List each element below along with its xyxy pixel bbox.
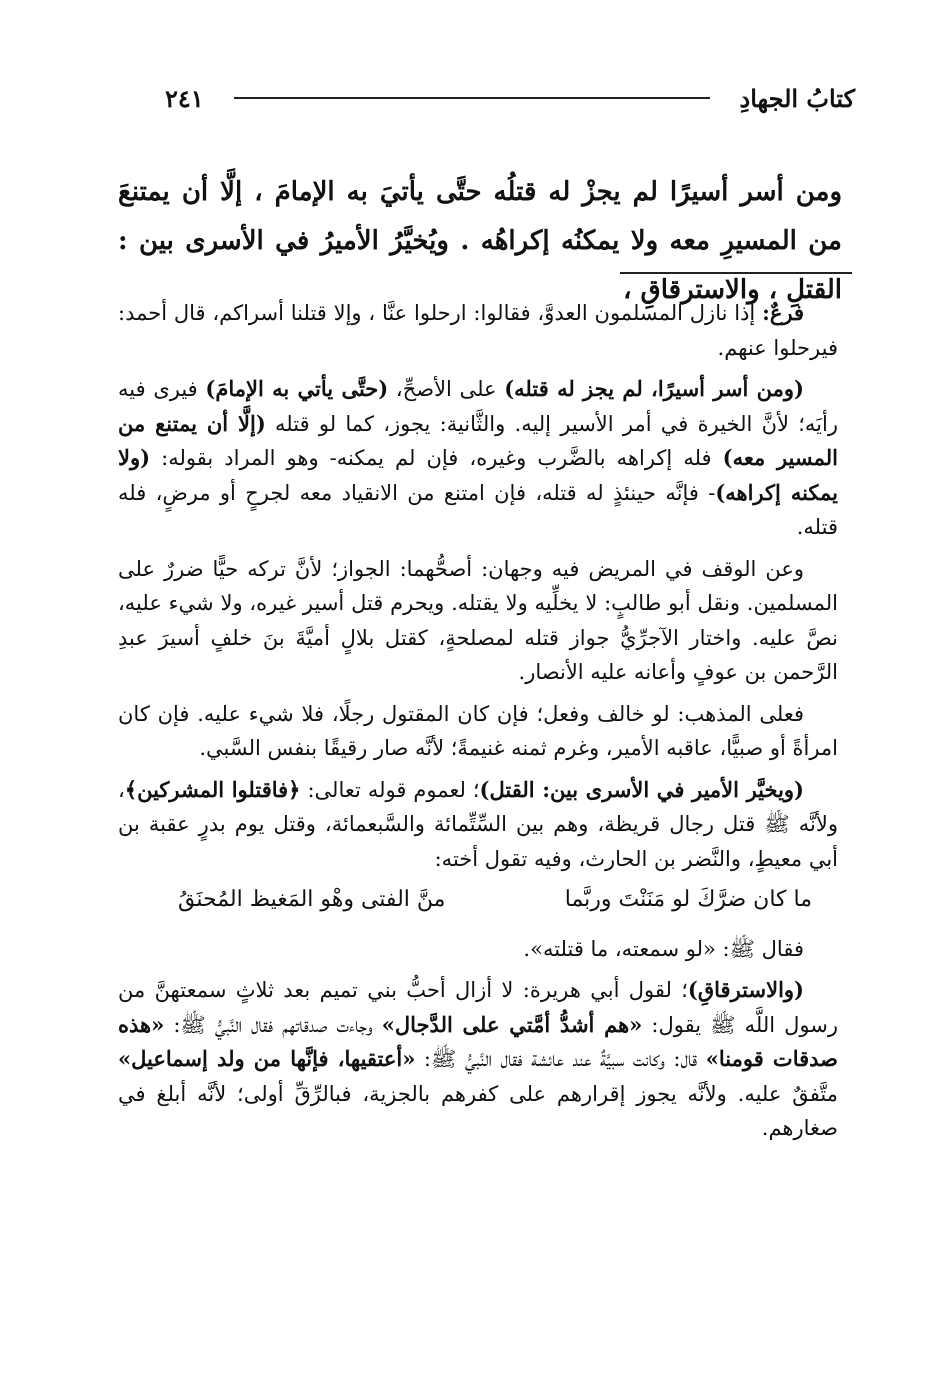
matn-quote: (ومن أسر أسيرًا، لم يجز له قتله)	[504, 376, 804, 401]
matn-quote: (والاسترقاقِ)	[687, 977, 804, 1002]
page-number: ٢٤١	[165, 83, 204, 113]
paragraph-text: على الأصحِّ،	[388, 377, 505, 401]
paragraph-far	[118, 296, 838, 365]
verse-second-hemistich: منَّ الفتى وهْو المَغيظ المُحنَقُ	[178, 887, 446, 912]
paragraph-madhhab: فعلى المذهب: لو خالف وفعل؛ فإن كان المقتول رجلًا، فلا شيء عليه. فإن كان امرأةً أو صبيًّا، عاقبه الأمير، وغرم ثمنه غنيمةً؛ لأنَّه صار رقيقًا بنفس السَّبي.	[118, 701, 838, 760]
matn-quote: (ولا يمكنه إكراهه)	[118, 445, 838, 505]
hadith-quote: «أعتقيها، فإنَّها من ولد إسماعيل»	[118, 1046, 416, 1071]
hadith-quote: «هذه صدقات قومنا»	[118, 1011, 838, 1071]
paragraph-text: فيرى فيه رأيَه؛ لأنَّ الخيرة في أمر الأسير إليه. والثَّانية: يجوز، كما لو قتله	[118, 377, 838, 436]
commentary	[118, 296, 838, 1153]
page-header	[165, 78, 855, 118]
paragraph-text: ، ولأنَّه ﷺ قتل رجال قريظة، وهم بين السِّتِّمائة والسَّبعمائة، وقتل يوم بدرٍ عقبة بن أبي معيطٍ، والنَّضر بن الحارث، وفيه تقول أخته:	[118, 777, 838, 871]
paragraph-text: - فإنَّه حينئذٍ له قتله، فإن امتنع من الانقياد معه لجرحٍ أو مرضٍ، فله قتله.	[118, 480, 838, 539]
paragraph-hadith: فقال ﷺ: «لو سمعته، ما قتلته».	[523, 936, 804, 961]
matn-separator	[620, 272, 852, 274]
paragraph-text: فله إكراهه بالضَّرب وغيره، فإن لم يمكنه- وهو المراد بقوله:	[150, 446, 723, 470]
matn-quote: (حتَّى يأتي به الإمامَ)	[205, 376, 389, 401]
poetry-verse	[118, 883, 838, 918]
paragraph-asir	[118, 372, 838, 545]
matn-text: ومن أسر أسيرًا لم يجزْ له قتلُه حتَّى يأتيَ به الإمامَ ، إلَّا أن يمتنعَ من المسيرِ معه ولا يمكنُه إكراهُه . ويُخيَّرُ الأميرُ في الأسرى بين : القتلِ ، والاسترقاقِ ،	[118, 177, 842, 305]
book-title: كتابُ الجهادِ	[739, 83, 855, 113]
paragraph-text: متَّفقٌ عليه. ولأنَّه يجوز إقرارهم على كفرهم بالجزية، فبالرِّقِّ أولى؛ لأنَّه أبلغ في صغارهم.	[118, 1081, 838, 1140]
bold-lead: فرعٌ:	[762, 300, 804, 325]
paragraph-wakf: وعن الوقف في المريض فيه وجهان: أصحُّهما: الجواز؛ لأنَّ تركه حيًّا ضررٌ على المسلمين. ونقل أبو طالبٍ: لا يخلِّيه ولا يقتله. ويحرم قتل أسير غيره، ولا شيء عليه، نصَّ عليه. واختار الآجرِّيُّ جواز قتله لمصلحةٍ، كقتل بلالٍ أميَّةَ بنَ خلفٍ أسيرَ عبدِ الرَّحمن بن عوفٍ وأعانه عليه الأنصار.	[118, 556, 838, 684]
paragraph-istirqaq	[118, 973, 838, 1146]
verse-first-hemistich: ما كان ضرَّكَ لو مَنَنْتَ وربَّما	[564, 887, 812, 912]
paragraph-text: ؛ لعموم قوله تعالى:	[300, 777, 480, 802]
paragraph-text: إذا نازل المسلمون العدوَّ، فقالوا: ارحلوا عنَّا ، وإلا قتلنا أسراكم، قال أحمد: فيرحلوا عنهم.	[118, 301, 838, 360]
matn-quote: (ويخيَّر الأمير في الأسرى بين: القتل)	[479, 776, 804, 802]
hadith-quote: «هم أشدُّ أمَّتي على الدَّجال»	[381, 1011, 643, 1037]
matn-quote: (إلَّا أن يمتنع من المسير معه)	[118, 410, 838, 470]
paragraph-qatl	[118, 773, 838, 877]
paragraph-text: وجاءت صدقاتهم فقال النَّبيُّ ﷺ:	[164, 1012, 382, 1037]
header-rule	[234, 97, 710, 99]
paragraph-text: ؛ لقول أبي هريرة: لا أزال أحبُّ بني تميم بعد ثلاثٍ سمعتهنَّ من رسول اللَّه ﷺ يقول:	[118, 978, 838, 1037]
quran-quote: ﴿فاقتلوا المشركين﴾	[124, 776, 301, 802]
paragraph-text: قال: وكانت سبيَّةٌ عند عائشة فقال النَّبيُّ ﷺ:	[415, 1047, 706, 1071]
